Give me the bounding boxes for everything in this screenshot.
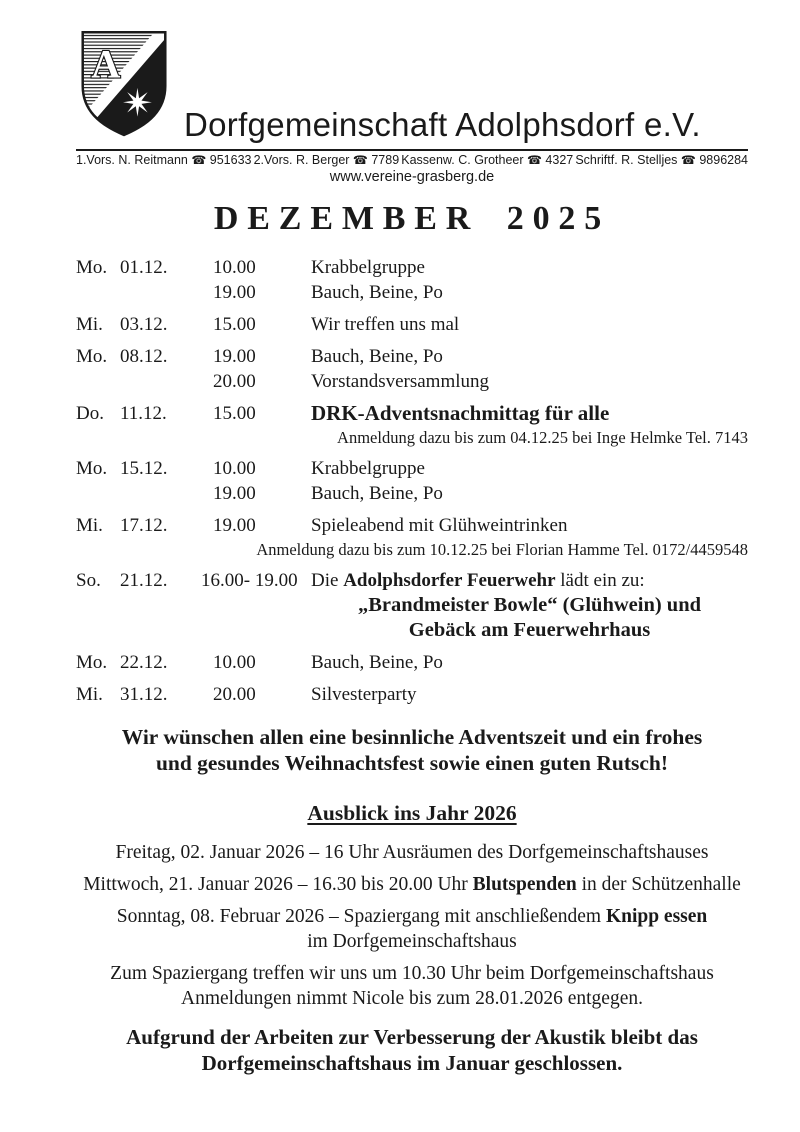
schedule-row bbox=[76, 481, 748, 506]
day-cell: Mi. bbox=[76, 684, 103, 705]
plain-text: Krabbelgruppe bbox=[311, 257, 425, 278]
event-cell bbox=[311, 401, 748, 426]
plain-text: Bauch, Beine, Po bbox=[311, 483, 443, 504]
registration-note: Anmeldung dazu bis zum 04.12.25 bei Inge Helmke Tel. 7143 bbox=[337, 428, 748, 447]
event-cell bbox=[311, 650, 748, 675]
plain-text: im Dorfgemeinschaftshaus bbox=[307, 931, 517, 952]
event-cell bbox=[311, 513, 748, 538]
empty-cell bbox=[120, 618, 201, 643]
plain-text: lädt ein zu: bbox=[555, 570, 645, 591]
schedule-group bbox=[76, 344, 748, 394]
header-divider bbox=[76, 149, 748, 151]
day-cell: Do. bbox=[76, 403, 104, 424]
date-cell: 22.12. bbox=[120, 652, 168, 673]
date-cell: 11.12. bbox=[120, 403, 167, 424]
contact-phone: 7789 bbox=[367, 153, 400, 167]
bold-text: Knipp essen bbox=[605, 906, 708, 927]
contact-item bbox=[254, 153, 400, 167]
plain-text: Mittwoch, 21. Januar 2026 – 16.30 bis 20.00 Uhr bbox=[83, 874, 473, 895]
date-cell bbox=[120, 481, 201, 506]
empty-cell bbox=[76, 593, 120, 618]
schedule-row bbox=[76, 650, 748, 675]
contact-name: N. Reitmann bbox=[118, 153, 192, 167]
event-cell bbox=[311, 456, 748, 481]
event-cell bbox=[311, 369, 748, 394]
contact-role: 1.Vors. bbox=[76, 153, 119, 167]
club-crest-icon bbox=[76, 28, 172, 142]
contact-item bbox=[575, 153, 748, 167]
bold-text: Adolphsdorfer Feuerwehr bbox=[343, 570, 556, 591]
day-cell: Mo. bbox=[76, 346, 108, 367]
day-cell: Mo. bbox=[76, 652, 108, 673]
plain-text: Die bbox=[311, 570, 344, 591]
plain-text: Freitag, 02. Januar 2026 – 16 Uhr Ausräumen des Dorfgemeinschaftshauses bbox=[115, 842, 709, 863]
event-cell bbox=[311, 312, 748, 337]
event-detail-line: „Brandmeister Bowle“ (Glühwein) und bbox=[357, 594, 702, 616]
date-cell: 21.12. bbox=[120, 570, 168, 591]
plain-text: Bauch, Beine, Po bbox=[311, 652, 443, 673]
day-cell: Mo. bbox=[76, 257, 108, 278]
time-cell: 19.00 bbox=[213, 346, 256, 367]
outlook-entry bbox=[76, 840, 748, 865]
outlook-heading: Ausblick ins Jahr 2026 bbox=[307, 801, 517, 825]
schedule-group bbox=[76, 682, 748, 707]
date-cell: 31.12. bbox=[120, 684, 168, 705]
contact-role: Schriftf. bbox=[575, 153, 622, 167]
day-cell bbox=[76, 280, 120, 305]
contact-role: 2.Vors. bbox=[253, 153, 296, 167]
schedule-row bbox=[76, 344, 748, 369]
date-cell: 08.12. bbox=[120, 346, 168, 367]
outlook-entry bbox=[76, 904, 748, 954]
plain-text: Zum Spaziergang treffen wir uns um 10.30 Uhr beim Dorfgemeinschaftshaus bbox=[110, 963, 714, 984]
month-title: DEZEMBER 2025 bbox=[213, 200, 611, 237]
schedule-row bbox=[76, 312, 748, 337]
contact-name: R. Berger bbox=[295, 153, 353, 167]
plain-text: Spieleabend mit Glühweintrinken bbox=[311, 515, 568, 536]
time-cell: 19.00 bbox=[213, 515, 256, 536]
plain-text: Sonntag, 08. Februar 2026 – Spaziergang mit anschließendem bbox=[116, 906, 606, 927]
empty-cell bbox=[120, 593, 201, 618]
org-name: Dorfgemeinschaft Adolphsdorf e.V. bbox=[184, 106, 701, 143]
registration-note: Anmeldung dazu bis zum 10.12.25 bei Florian Hamme Tel. 0172/4459548 bbox=[256, 540, 748, 559]
date-cell: 03.12. bbox=[120, 314, 168, 335]
event-cell bbox=[311, 280, 748, 305]
empty-cell bbox=[201, 593, 311, 618]
bold-text: Blutspenden bbox=[472, 874, 577, 895]
schedule-group bbox=[76, 456, 748, 506]
outlook-entry bbox=[76, 872, 748, 897]
event-cell bbox=[311, 682, 748, 707]
time-cell: 15.00 bbox=[213, 314, 256, 335]
schedule-row bbox=[76, 255, 748, 280]
contact-item bbox=[76, 153, 251, 167]
phone-icon: ☎ bbox=[352, 153, 368, 167]
contact-phone: 951633 bbox=[206, 153, 252, 167]
plain-text: Bauch, Beine, Po bbox=[311, 346, 443, 367]
plain-text: Krabbelgruppe bbox=[311, 458, 425, 479]
time-cell: 19.00 bbox=[213, 483, 256, 504]
plain-text: Wir treffen uns mal bbox=[311, 314, 460, 335]
contact-phone: 4327 bbox=[541, 153, 574, 167]
event-cell bbox=[311, 481, 748, 506]
plain-text: Vorstandsversammlung bbox=[311, 371, 490, 392]
date-cell bbox=[120, 369, 201, 394]
contact-role: Kassenw. bbox=[401, 153, 459, 167]
day-cell bbox=[76, 369, 120, 394]
day-cell: Mo. bbox=[76, 458, 108, 479]
time-cell: 15.00 bbox=[213, 403, 256, 424]
phone-icon: ☎ bbox=[191, 153, 207, 167]
schedule-row bbox=[76, 280, 748, 305]
bold-text: DRK-Adventsnachmittag für alle bbox=[311, 401, 610, 425]
schedule-row bbox=[76, 401, 748, 426]
crest-star-icon bbox=[123, 88, 152, 117]
phone-icon: ☎ bbox=[527, 153, 542, 167]
contact-item bbox=[401, 153, 573, 167]
time-cell: 10.00 bbox=[213, 458, 256, 479]
date-cell bbox=[120, 280, 201, 305]
schedule-row bbox=[76, 682, 748, 707]
schedule-row bbox=[76, 618, 748, 643]
contact-phone: 9896284 bbox=[695, 153, 748, 167]
empty-cell bbox=[201, 618, 311, 643]
plain-text: in der Schützenhalle bbox=[576, 874, 741, 895]
schedule-group bbox=[76, 513, 748, 561]
outlook-entry bbox=[76, 961, 748, 1011]
outlook-entries bbox=[76, 840, 748, 1011]
time-cell: 16.00- 19.00 bbox=[201, 570, 298, 591]
website-url: www.vereine-grasberg.de bbox=[329, 169, 495, 185]
empty-cell bbox=[76, 618, 120, 643]
schedule-row bbox=[76, 593, 748, 618]
date-cell: 15.12. bbox=[120, 458, 168, 479]
schedule-group bbox=[76, 255, 748, 305]
time-cell: 20.00 bbox=[213, 684, 256, 705]
schedule-row bbox=[76, 369, 748, 394]
closing-note: Aufgrund der Arbeiten zur Verbesserung der Akustik bleibt das Dorfgemeinschaftshaus im Januar geschlossen. bbox=[126, 1025, 698, 1075]
time-cell: 10.00 bbox=[213, 652, 256, 673]
schedule-row bbox=[76, 513, 748, 538]
schedule bbox=[76, 255, 748, 707]
date-cell: 01.12. bbox=[120, 257, 168, 278]
event-cell bbox=[311, 255, 748, 280]
day-cell: Mi. bbox=[76, 314, 103, 335]
plain-text: Bauch, Beine, Po bbox=[311, 282, 443, 303]
contact-name: R. Stelljes bbox=[621, 153, 681, 167]
greeting-message: Wir wünschen allen eine besinnliche Adventszeit und ein frohes und gesundes Weihnachtsfest sowie einen guten Rutsch! bbox=[121, 725, 703, 775]
event-cell bbox=[311, 344, 748, 369]
schedule-row bbox=[76, 456, 748, 481]
schedule-group bbox=[76, 401, 748, 449]
time-cell: 20.00 bbox=[213, 371, 256, 392]
schedule-group bbox=[76, 568, 748, 643]
schedule-row bbox=[76, 568, 748, 593]
contacts-line bbox=[76, 153, 748, 167]
crest-letter: A bbox=[91, 41, 121, 87]
time-cell: 19.00 bbox=[213, 282, 256, 303]
schedule-group bbox=[76, 312, 748, 337]
contact-name: C. Grotheer bbox=[458, 153, 527, 167]
header bbox=[76, 26, 748, 142]
plain-text: Silvesterparty bbox=[311, 684, 417, 705]
event-detail-line: Gebäck am Feuerwehrhaus bbox=[408, 619, 651, 641]
day-cell bbox=[76, 481, 120, 506]
plain-text: Anmeldungen nimmt Nicole bis zum 28.01.2026 entgegen. bbox=[181, 988, 643, 1009]
time-cell: 10.00 bbox=[213, 257, 256, 278]
phone-icon: ☎ bbox=[680, 153, 696, 167]
date-cell: 17.12. bbox=[120, 515, 168, 536]
day-cell: Mi. bbox=[76, 515, 103, 536]
day-cell: So. bbox=[76, 570, 101, 591]
event-cell bbox=[311, 568, 748, 593]
schedule-group bbox=[76, 650, 748, 675]
